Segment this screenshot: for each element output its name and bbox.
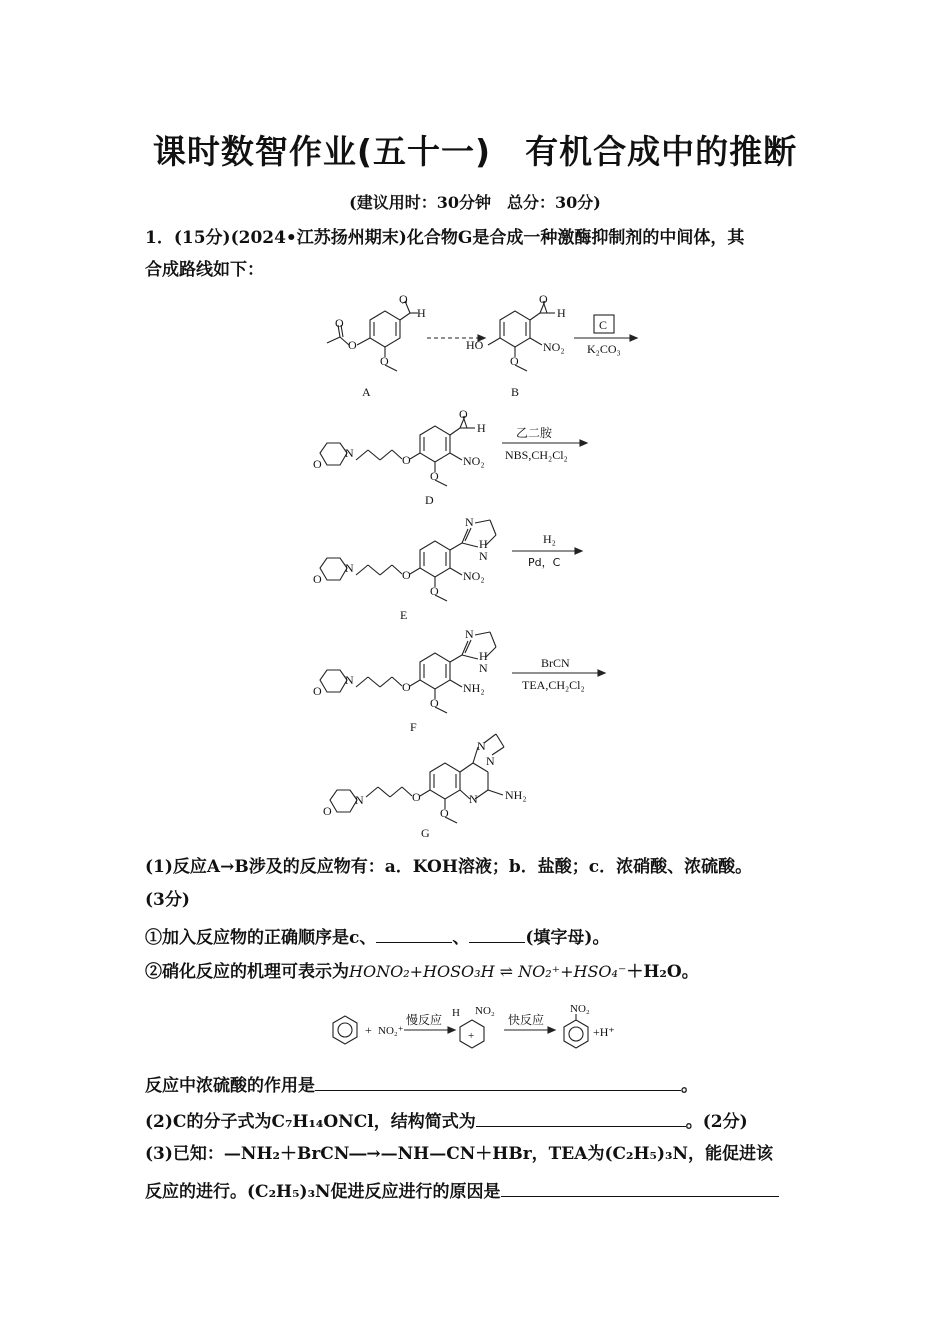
- part3-line2: [145, 1178, 825, 1204]
- part3-line2-text: 反应的进行。(C₂H₅)₃N促进反应进行的原因是: [145, 1182, 501, 1202]
- atom-label: O: [402, 453, 411, 467]
- atom-label: NO₂: [463, 454, 485, 468]
- page-subtitle: (建议用时：30分钟 总分：30分): [349, 193, 601, 212]
- atom-label: O: [430, 696, 439, 710]
- reagent-brcn: BrCN: [541, 656, 570, 670]
- proton: +H⁺: [593, 1025, 615, 1039]
- atom-label: O: [335, 316, 344, 330]
- question-intro-line1: 1．(15分)(2024•江苏扬州期末)化合物G是合成一种激酶抑制剂的中间体，其: [145, 228, 745, 248]
- atom-label: NH₂: [505, 788, 527, 802]
- part1-q3-label: 反应中浓硫酸的作用是: [145, 1076, 315, 1096]
- part1-q2-suffix: ＋H₂O。: [626, 962, 699, 982]
- part1-q3: [145, 1072, 825, 1098]
- part2: [145, 1108, 825, 1134]
- part1-q2-prefix: ②硝化反应的机理可表示为: [145, 962, 349, 982]
- atom-label: NO₂: [463, 569, 485, 583]
- part1-line2: (3分): [145, 890, 190, 910]
- compound-label-g: G: [421, 826, 430, 840]
- page-title: 课时数智作业(五十一) 有机合成中的推断: [152, 132, 798, 171]
- atom-label: O: [323, 804, 332, 818]
- compound-label-e: E: [400, 608, 408, 622]
- reagent-h2: H₂: [543, 532, 556, 546]
- compound-label-a: A: [362, 385, 371, 399]
- part2-suffix: 。(2分): [685, 1112, 748, 1132]
- atom-label: HO: [466, 338, 484, 352]
- synthesis-scheme: [0, 285, 950, 845]
- part1-q1-sep: 、: [452, 928, 470, 948]
- atom-label: O: [459, 407, 468, 421]
- atom-label: O: [510, 354, 519, 368]
- reagent-k2co3: K₂CO₃: [587, 342, 621, 356]
- question-intro-line2: 合成路线如下：: [145, 260, 264, 280]
- atom-label: N: [477, 739, 486, 753]
- reagent-nbs: NBS,CH₂Cl₂: [505, 448, 568, 462]
- atom-label: H: [479, 537, 488, 551]
- atom-label: NO₂: [543, 340, 565, 354]
- atom-label: O: [402, 568, 411, 582]
- atom-label: O: [430, 469, 439, 483]
- compound-b: [488, 301, 555, 371]
- atom-label: N: [465, 515, 474, 529]
- atom-label: NH₂: [463, 681, 485, 695]
- atom-label: H: [477, 421, 486, 435]
- atom-label: O: [313, 684, 322, 698]
- slow-label: 慢反应: [406, 1013, 443, 1027]
- part1-q3-end: 。: [681, 1076, 698, 1096]
- plus-sign: +: [365, 1023, 372, 1037]
- atom-label: O: [430, 584, 439, 598]
- atom-label: N: [345, 561, 354, 575]
- atom-label: N: [479, 661, 488, 675]
- atom-label: N: [486, 754, 495, 768]
- atom-label: O: [412, 790, 421, 804]
- atom-label: O: [402, 680, 411, 694]
- atom-label: H: [452, 1007, 460, 1019]
- atom-label: O: [399, 292, 408, 306]
- answer-blank-5[interactable]: [501, 1178, 779, 1197]
- atom-label: N: [465, 627, 474, 641]
- reagent-c: C: [599, 318, 608, 332]
- plus-sign: +: [468, 1030, 475, 1042]
- atom-label: N: [479, 549, 488, 563]
- nitration-mechanism: [0, 1002, 950, 1062]
- part1-line1: (1)反应A→B涉及的反应物有：a．KOH溶液；b．盐酸；c．浓硝酸、浓硫酸。: [145, 857, 753, 877]
- atom-label: O: [440, 806, 449, 820]
- reagent-pdc: Pd，C: [528, 556, 561, 569]
- part2-prefix: (2)C的分子式为C₇H₁₄ONCl，结构简式为: [145, 1112, 476, 1132]
- atom-label: O: [380, 354, 389, 368]
- atom-label: H: [479, 649, 488, 663]
- part1-q2: [145, 960, 825, 984]
- atom-label: H: [557, 306, 566, 320]
- reagent-tea: TEA,CH₂Cl₂: [522, 678, 585, 692]
- answer-blank-3[interactable]: [315, 1072, 681, 1091]
- answer-blank-2[interactable]: [469, 924, 525, 943]
- nitronium: NO₂⁺: [378, 1025, 404, 1037]
- atom-label: O: [539, 292, 548, 306]
- part1-q1: [145, 924, 825, 950]
- part1-q1-prefix: ①加入反应物的正确顺序是c、: [145, 928, 377, 948]
- reagent-ethylenediamine: 乙二胺: [516, 426, 553, 440]
- atom-label: H: [417, 306, 426, 320]
- compound-label-f: F: [410, 720, 417, 734]
- answer-blank-1[interactable]: [376, 924, 452, 943]
- atom-label: N: [345, 673, 354, 687]
- atom-label: NO₂: [475, 1005, 495, 1017]
- atom-label: N: [345, 446, 354, 460]
- part1-q1-suffix: (填字母)。: [525, 928, 610, 948]
- answer-blank-4[interactable]: [476, 1108, 686, 1127]
- nitration-equation: HONO₂+HOSO₃H ⇌ NO₂⁺+HSO₄⁻: [349, 962, 627, 981]
- atom-label: N: [469, 792, 478, 806]
- atom-label: O: [348, 338, 357, 352]
- atom-label: O: [313, 457, 322, 471]
- atom-label: N: [355, 793, 364, 807]
- atom-label: NO₂: [570, 1003, 590, 1015]
- compound-d: [320, 416, 475, 486]
- part3-line1: (3)已知：—NH₂＋BrCN―→—NH—CN＋HBr，TEA为(C₂H₅)₃N，能促进该: [145, 1144, 774, 1164]
- compound-label-d: D: [425, 493, 434, 507]
- compound-a: [327, 301, 418, 371]
- fast-label: 快反应: [508, 1013, 545, 1027]
- atom-label: O: [313, 572, 322, 586]
- compound-label-b: B: [511, 385, 520, 399]
